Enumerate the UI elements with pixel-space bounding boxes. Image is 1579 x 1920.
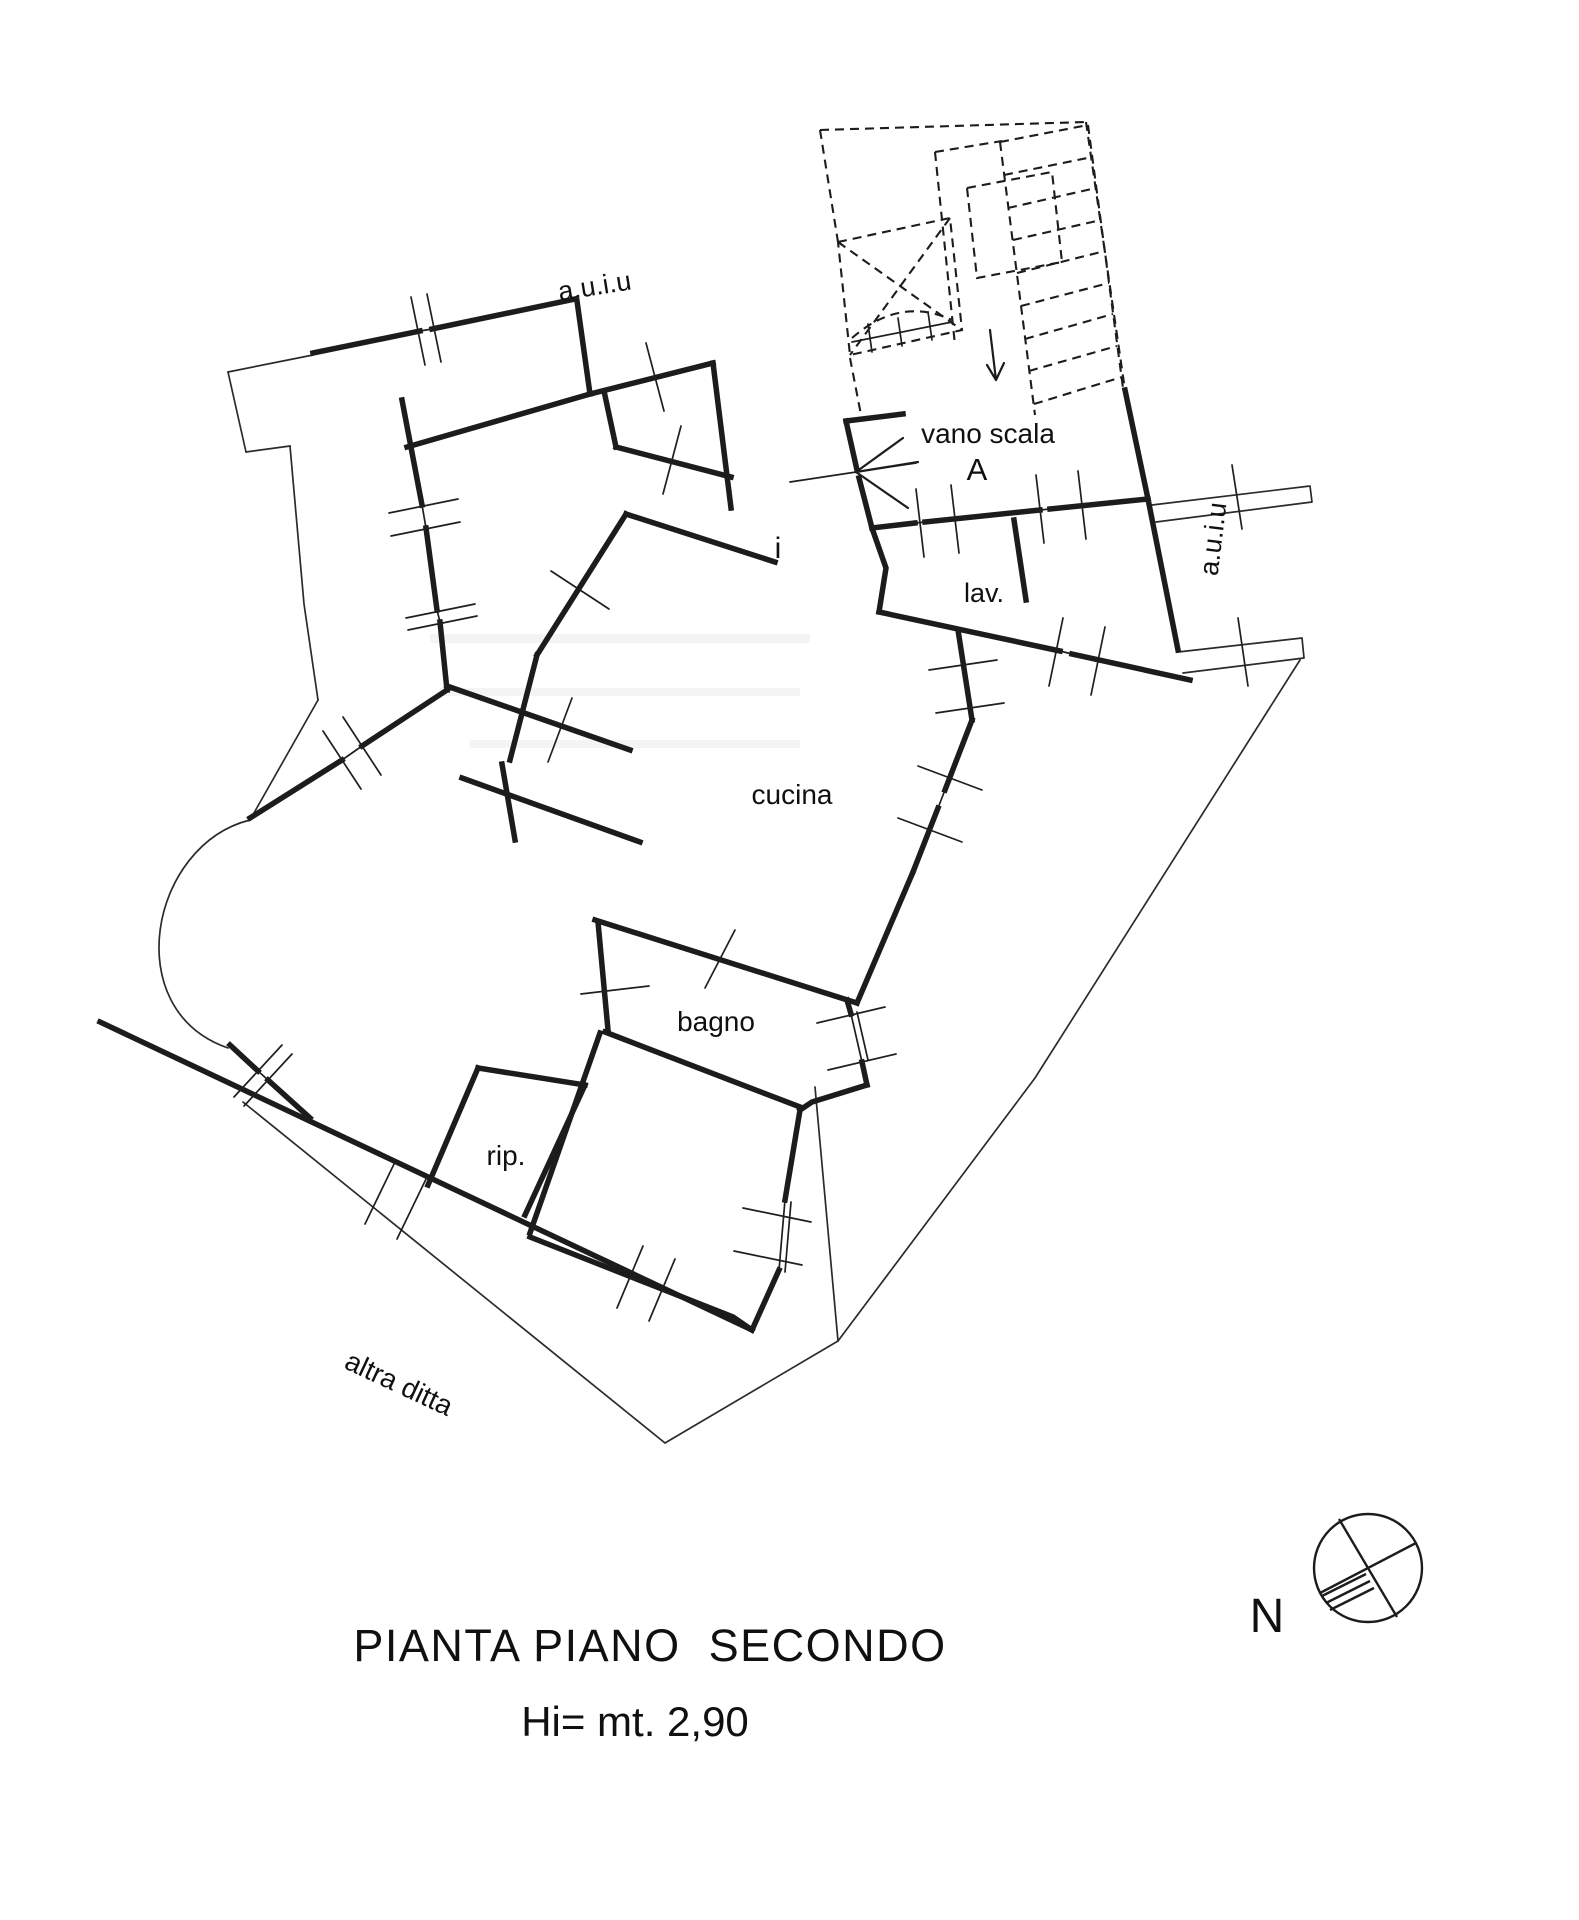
plan-labels [340, 266, 1284, 1745]
bay-window-arc [159, 820, 250, 1048]
scan-streak [470, 740, 800, 748]
window-ticks [234, 294, 1248, 1321]
property-boundary-lines [159, 355, 1312, 1443]
plan-height-note: Hi= mt. 2,90 [521, 1698, 749, 1745]
label-bathroom: bagno [677, 1006, 755, 1037]
north-compass [1314, 1514, 1422, 1622]
label-entry: i [774, 532, 782, 565]
window-glazing [258, 329, 1072, 1272]
label-area-top: a.u.i.u [555, 265, 634, 307]
apartment-walls [100, 299, 1190, 1330]
plan-title: PIANTA PIANO SECONDO [353, 1620, 947, 1671]
label-storage: rip. [486, 1140, 526, 1171]
compass-north-letter: N [1249, 1590, 1285, 1643]
label-neighbor-property: altra ditta [340, 1345, 458, 1422]
label-stairwell-letter: A [966, 452, 988, 487]
label-kitchen: cucina [751, 779, 833, 810]
stair-treads [1000, 125, 1122, 404]
stair-rail [1000, 142, 1035, 415]
stair-down-arrow [987, 330, 1004, 380]
scan-streak [430, 634, 810, 643]
label-laundry: lav. [963, 578, 1005, 608]
label-stairwell: vano scala [921, 418, 1055, 449]
label-area-right: a.u.i.u [1193, 500, 1233, 578]
scan-streak [440, 688, 800, 696]
staircase-dashed-outline [820, 122, 1125, 420]
